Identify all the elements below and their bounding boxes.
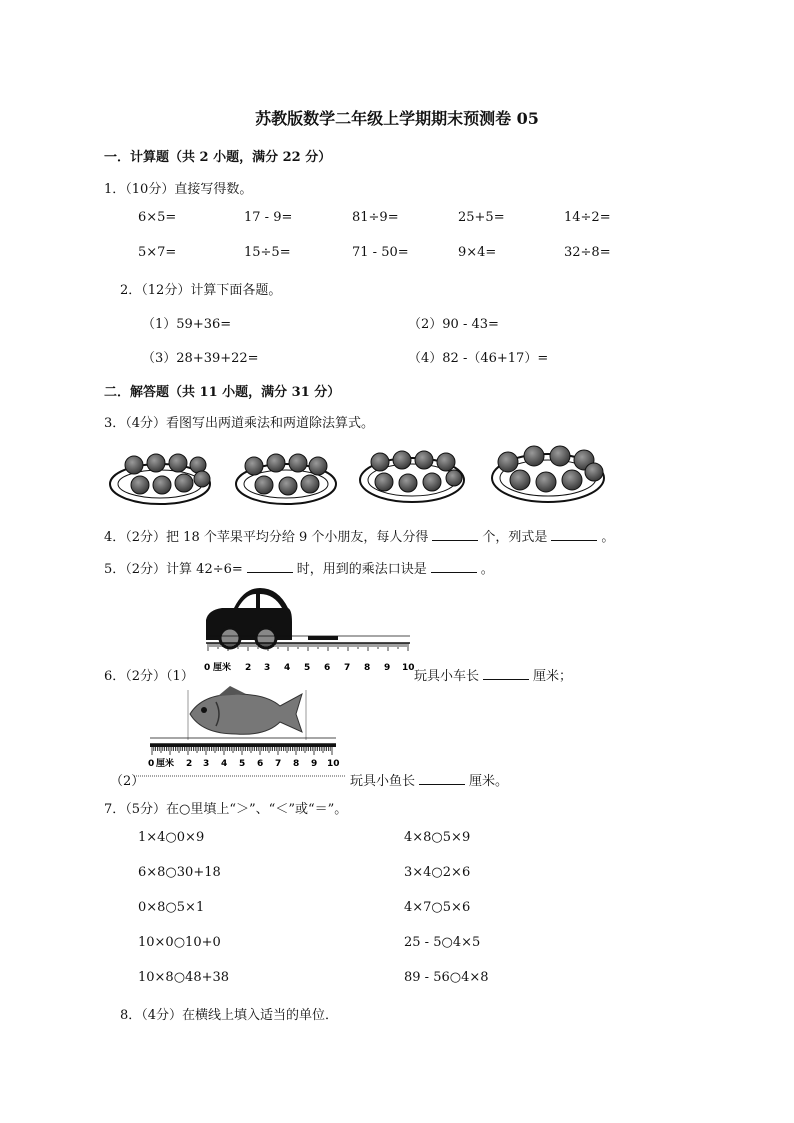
q1-item: 32÷8= bbox=[564, 245, 611, 260]
ruler-car-tick: 9 bbox=[384, 663, 391, 673]
fish-ruler-figure bbox=[146, 684, 356, 780]
q2-item: （3）28+39+22= bbox=[142, 351, 259, 366]
ruler-fish-tick: 8 bbox=[293, 759, 300, 769]
q1-item: 81÷9= bbox=[352, 210, 399, 225]
ruler-fish-tick: 6 bbox=[257, 759, 264, 769]
ruler-car-zero: 0 bbox=[204, 663, 211, 673]
toy-car-icon bbox=[206, 588, 292, 648]
q7-stem: 7．（5分）在○里填上“＞”、“＜”或“＝”。 bbox=[104, 802, 348, 817]
q4-text-mid: 个，列式是 bbox=[482, 530, 548, 545]
q1-item: 15÷5= bbox=[244, 245, 291, 260]
ruler-car-tick: 7 bbox=[344, 663, 351, 673]
ruler-fish-tick: 4 bbox=[221, 759, 228, 769]
q7-right-item: 4×7○5×6 bbox=[404, 900, 471, 915]
ruler-fish-tick: 10 bbox=[327, 759, 340, 769]
q5-text-mid: 时，用到的乘法口诀是 bbox=[296, 562, 427, 577]
page-title: 苏教版数学二年级上学期期末预测卷 05 bbox=[255, 109, 539, 128]
section-2-heading: 二．解答题（共 11 小题，满分 31 分） bbox=[104, 385, 341, 400]
q7-left-item: 10×8○48+38 bbox=[138, 970, 230, 985]
q6-car-text: 玩具小车长 bbox=[414, 669, 480, 684]
q7-left-item: 10×0○10+0 bbox=[138, 935, 221, 950]
ruler-fish-unit: 厘米 bbox=[156, 759, 175, 769]
q4-answer-blank-1[interactable] bbox=[432, 528, 478, 541]
q5-line bbox=[104, 558, 494, 577]
q4-line bbox=[104, 526, 614, 545]
ruler-car-tick: 4 bbox=[284, 663, 291, 673]
q6-car-line bbox=[414, 665, 572, 684]
q3-stem: 3．（4分）看图写出两道乘法和两道除法算式。 bbox=[104, 416, 375, 431]
ruler-car-tick: 8 bbox=[364, 663, 371, 673]
q1-stem: 1．（10分）直接写得数。 bbox=[104, 182, 253, 197]
q5-text-end: 。 bbox=[480, 562, 494, 577]
q4-answer-blank-2[interactable] bbox=[551, 528, 597, 541]
q1-item: 17 - 9= bbox=[244, 210, 293, 225]
q7-left-item: 6×8○30+18 bbox=[138, 865, 221, 880]
q6-fish-line bbox=[350, 770, 508, 789]
ruler-car-unit: 厘米 bbox=[213, 663, 232, 673]
q7-left-item: 0×8○5×1 bbox=[138, 900, 205, 915]
q7-right-item: 89 - 56○4×8 bbox=[404, 970, 489, 985]
plate-1 bbox=[110, 454, 210, 504]
plate-2 bbox=[236, 454, 336, 504]
q6-part2-label: （2） bbox=[110, 774, 145, 789]
q7-right-item: 3×4○2×6 bbox=[404, 865, 471, 880]
q1-item: 9×4= bbox=[458, 245, 497, 260]
q1-item: 71 - 50= bbox=[352, 245, 409, 260]
q1-item: 5×7= bbox=[138, 245, 177, 260]
q2-item: （4）82 -（46+17）= bbox=[408, 351, 549, 366]
q7-right-item: 25 - 5○4×5 bbox=[404, 935, 481, 950]
q5-answer-blank-1[interactable] bbox=[247, 560, 293, 573]
ruler-fish-tick: 7 bbox=[275, 759, 282, 769]
q7-right-item: 4×8○5×9 bbox=[404, 830, 471, 845]
q5-text: 5．（2分）计算 42÷6= bbox=[104, 562, 243, 577]
ruler-fish bbox=[150, 738, 336, 755]
q1-item: 14÷2= bbox=[564, 210, 611, 225]
ruler-fish-tick: 5 bbox=[239, 759, 246, 769]
ruler-car-tick: 2 bbox=[245, 663, 252, 673]
q6-fish-answer-blank[interactable] bbox=[419, 772, 465, 785]
ruler-fish-tick: 2 bbox=[186, 759, 193, 769]
ruler-fish-tick: 9 bbox=[311, 759, 318, 769]
q8-stem: 8．（4分）在横线上填入适当的单位． bbox=[120, 1008, 339, 1023]
q6-car-unit: 厘米； bbox=[533, 669, 573, 684]
ruler-car-tick: 10 bbox=[402, 663, 415, 673]
ruler-car-tick: 5 bbox=[304, 663, 311, 673]
q4-text: 4．（2分）把 18 个苹果平均分给 9 个小朋友，每人分得 bbox=[104, 530, 429, 545]
plate-4 bbox=[492, 446, 604, 502]
q4-text-end: 。 bbox=[601, 530, 615, 545]
car-ruler-figure bbox=[200, 582, 420, 682]
q2-item: （1）59+36= bbox=[142, 317, 232, 332]
q7-left-item: 1×4○0×9 bbox=[138, 830, 205, 845]
plate-3 bbox=[360, 451, 464, 502]
apple-plates-illustration bbox=[104, 440, 614, 510]
q1-item: 6×5= bbox=[138, 210, 177, 225]
ruler-fish-zero: 0 bbox=[148, 759, 155, 769]
ruler-car-tick: 6 bbox=[324, 663, 331, 673]
q6-fish-unit: 厘米。 bbox=[469, 774, 509, 789]
ruler-car-tick: 3 bbox=[264, 663, 271, 673]
q6-fish-text: 玩具小鱼长 bbox=[350, 774, 416, 789]
q1-item: 25+5= bbox=[458, 210, 505, 225]
q6-car-answer-blank[interactable] bbox=[483, 667, 529, 680]
q6-label: 6．（2分）（1） bbox=[104, 669, 194, 684]
q2-stem: 2．（12分）计算下面各题。 bbox=[120, 283, 282, 298]
q2-item: （2）90 - 43= bbox=[408, 317, 499, 332]
section-1-heading: 一．计算题（共 2 小题，满分 22 分） bbox=[104, 150, 332, 165]
toy-fish-icon bbox=[190, 686, 302, 734]
ruler-fish-tick: 3 bbox=[203, 759, 210, 769]
q5-answer-blank-2[interactable] bbox=[431, 560, 477, 573]
